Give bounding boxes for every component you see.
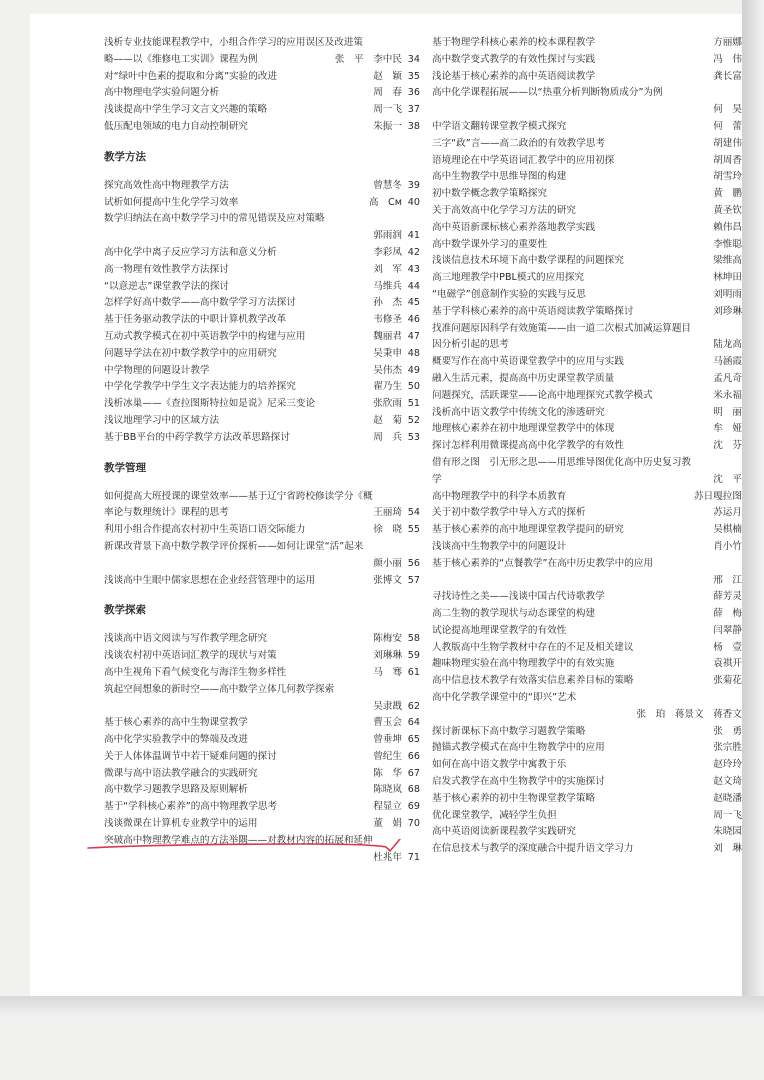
entry-author: 吴伟杰 xyxy=(373,364,402,376)
entry-title: 浅谈微课在计算机专业教学中的运用 xyxy=(104,818,258,830)
entry-title: 在信息技术与教学的深度融合中提升语文学习力 xyxy=(432,843,634,855)
entry-page: 50 xyxy=(407,381,420,393)
toc-entry xyxy=(104,379,420,396)
entry-page: 34 xyxy=(407,53,420,65)
toc-entry xyxy=(432,673,742,690)
entry-author: 龚长富 xyxy=(713,70,742,82)
entry-author: 董 娟 xyxy=(373,818,402,830)
entry-page: 54 xyxy=(407,507,420,519)
entry-title: 如何提高大班授课的课堂效率——基于辽宁省跨校修读学分《概 xyxy=(104,490,373,502)
entry-author: 闫翠静 xyxy=(713,624,742,636)
entry-author: 张欣雨 xyxy=(373,398,402,410)
section-heading: 教学方法 xyxy=(104,150,146,163)
entry-author: 张 勇 xyxy=(713,725,742,737)
entry-page: 66 xyxy=(407,750,420,762)
entry-author: 薛芳灵 xyxy=(713,591,742,603)
entry-title: 高三地理教学中PBL模式的应用探究 xyxy=(432,272,585,284)
entry-title: 率论与数理统计》课程的思考 xyxy=(104,507,229,519)
entry-title: 浅析专业技能课程教学中，小组合作学习的应用误区及改进策 xyxy=(104,37,364,48)
entry-author: 沈 平 xyxy=(713,473,742,485)
entry-title: 略——以《维修电工实训》课程为例 xyxy=(104,53,258,65)
toc-entry xyxy=(432,724,742,741)
entry-page: 55 xyxy=(407,524,420,536)
entry-author: 胡建伟 xyxy=(713,137,742,149)
entry-author: 刘琳琳 xyxy=(373,650,402,662)
toc-entry xyxy=(104,522,420,539)
entry-page: 53 xyxy=(407,431,420,443)
toc-entry xyxy=(104,665,420,682)
entry-title: 利用小组合作提高农村初中生英语口语交际能力 xyxy=(104,524,306,536)
toc-entry xyxy=(104,279,420,296)
entry-author: 沈 芬 xyxy=(713,440,742,452)
toc-entry xyxy=(104,782,420,799)
toc-entry xyxy=(432,438,742,455)
entry-author: 张博文 xyxy=(373,574,402,586)
entry-author: 吴隶戡 xyxy=(373,700,402,712)
entry-title: 基于核心素养的初中生物课堂教学策略 xyxy=(432,792,596,804)
entry-page: 36 xyxy=(407,87,420,99)
toc-entry xyxy=(104,833,420,867)
toc-entry xyxy=(432,522,742,539)
entry-title: 高中数学变式教学的有效性探讨与实践 xyxy=(432,53,596,65)
toc-entry xyxy=(432,85,742,119)
entry-title: 高中生物教学中思维导图的构建 xyxy=(432,171,567,183)
entry-page: 58 xyxy=(407,633,420,645)
toc-entry xyxy=(104,396,420,413)
entry-author: 周一飞 xyxy=(373,104,402,116)
entry-title: 基于“学科核心素养”的高中物理教学思考 xyxy=(104,801,278,813)
entry-page: 48 xyxy=(407,347,420,359)
toc-entry xyxy=(104,489,420,506)
section-heading: 教学管理 xyxy=(104,461,146,474)
entry-title: “以意逆志”课堂教学法的探讨 xyxy=(104,280,230,292)
toc-entry xyxy=(432,505,742,522)
entry-author: 郭雨润 xyxy=(373,230,402,242)
entry-author: 肖小竹 xyxy=(713,540,742,552)
toc-entry xyxy=(432,136,742,153)
entry-title: 高中数学习题教学思路及原则解析 xyxy=(104,784,248,796)
entry-author: 马涵霞 xyxy=(713,356,742,368)
entry-author: 马维兵 xyxy=(373,280,402,292)
entry-author: 曾慧冬 xyxy=(373,179,402,191)
entry-page: 47 xyxy=(407,330,420,342)
entry-author: 魏丽君 xyxy=(373,330,402,342)
toc-entry xyxy=(104,631,420,648)
toc-entry xyxy=(104,505,420,522)
entry-title: 浅谈高中语文阅读与写作教学理念研究 xyxy=(104,633,268,645)
entry-page: 62 xyxy=(407,700,420,712)
page-edge-shadow xyxy=(742,0,764,1000)
toc-entry xyxy=(432,690,742,724)
entry-title: 高中生视角下看气候变化与海洋生物多样性 xyxy=(104,666,287,678)
toc-entry xyxy=(432,606,742,623)
entry-author: 杜兆年 xyxy=(373,851,402,863)
toc-entry xyxy=(104,413,420,430)
toc-entry xyxy=(432,371,742,388)
entry-author: 徐 晓 xyxy=(373,524,402,536)
entry-title: 学 xyxy=(432,473,442,485)
toc-entry xyxy=(104,766,420,783)
entry-author: 颜小丽 xyxy=(373,557,402,569)
entry-title: 互动式教学模式在初中英语教学中的构建与应用 xyxy=(104,330,306,342)
entry-title: 浅析冰巢——《查拉图斯特拉如是说》尼采三变论 xyxy=(104,398,316,410)
toc-entry xyxy=(104,178,420,195)
entry-page: 57 xyxy=(407,574,420,586)
entry-title: 新课改背景下高中数学教学评价探析——如何让课堂“活”起来 xyxy=(104,540,364,552)
toc-entry xyxy=(104,102,420,119)
entry-title: 高一物理有效性教学方法探讨 xyxy=(104,263,229,275)
entry-title: 地理核心素养在初中地理课堂教学中的体现 xyxy=(432,423,615,435)
entry-author: 邢 江 xyxy=(713,574,742,586)
entry-title: 浅谈高中生物教学中的问题设计 xyxy=(432,540,567,552)
toc-entry xyxy=(432,203,742,220)
entry-author: 苏日嘎拉图 xyxy=(694,490,742,502)
entry-author: 张菊花 xyxy=(713,675,742,687)
entry-title: 基于核心素养的高中地理课堂教学提问的研究 xyxy=(432,524,624,536)
toc-entry xyxy=(432,186,742,203)
toc-entry xyxy=(432,589,742,606)
entry-title: 人教版高中生物学教材中存在的不足及相关建议 xyxy=(432,641,634,653)
toc-entry xyxy=(104,35,420,52)
entry-author: 翟乃生 xyxy=(373,381,402,393)
entry-author: 明 丽 xyxy=(713,406,742,418)
toc-entry xyxy=(432,472,742,489)
entry-title: 初中数学概念教学策略探究 xyxy=(432,188,548,200)
toc-entry xyxy=(432,35,742,52)
entry-page: 40 xyxy=(407,196,420,208)
left-column xyxy=(104,35,420,866)
entry-author: 赵 菊 xyxy=(373,414,402,426)
entry-author: 程显立 xyxy=(373,801,402,813)
toc-entry xyxy=(104,539,420,573)
entry-page: 61 xyxy=(407,666,420,678)
entry-title: 中学物理的问题设计教学 xyxy=(104,364,210,376)
toc-entry xyxy=(104,69,420,86)
toc-entry xyxy=(432,69,742,86)
entry-author: 曾垂坤 xyxy=(373,734,402,746)
entry-title: 启发式教学在高中生物教学中的实施探讨 xyxy=(432,776,605,788)
entry-author: 胡雪玲 xyxy=(713,171,742,183)
entry-author: 陈晓岚 xyxy=(373,784,402,796)
entry-title: 高中物理电学实验问题分析 xyxy=(104,87,220,99)
right-column xyxy=(432,35,742,858)
entry-author: 孙 杰 xyxy=(373,297,402,309)
toc-entry xyxy=(432,421,742,438)
entry-title: 探究高效性高中物理教学方法 xyxy=(104,179,229,191)
entry-author: 周 兵 xyxy=(373,431,402,443)
entry-title: 数学归纳法在高中数学学习中的常见错误及应对策略 xyxy=(104,213,325,225)
entry-title: 浅谈高中生眼中儒家思想在企业经营管理中的运用 xyxy=(104,574,316,586)
entry-title: 高中化学实验教学中的弊端及改进 xyxy=(104,734,248,746)
entry-author: 吴秉申 xyxy=(373,347,402,359)
entry-author: 米永福 xyxy=(713,389,742,401)
toc-entry xyxy=(432,808,742,825)
entry-author: 薛 梅 xyxy=(713,608,742,620)
toc-entry xyxy=(432,337,742,354)
entry-author: 孟凡奇 xyxy=(713,372,742,384)
toc-entry xyxy=(104,211,420,245)
entry-author: 牟 娅 xyxy=(713,423,742,435)
entry-author: 何 蕾 xyxy=(713,120,742,132)
entry-page: 49 xyxy=(407,364,420,376)
entry-title: 探讨新课标下高中数学习题教学策略 xyxy=(432,725,586,737)
toc-entry xyxy=(104,430,420,447)
entry-title: 对“绿叶中色素的提取和分离”实验的改进 xyxy=(104,70,278,82)
entry-title: 寻找诗性之美——浅谈中国古代诗歌教学 xyxy=(432,591,605,603)
toc-entry xyxy=(432,270,742,287)
toc-entry xyxy=(432,169,742,186)
toc-entry xyxy=(432,539,742,556)
entry-title: 中学化学教学中学生文字表达能力的培养探究 xyxy=(104,381,296,393)
entry-page: 41 xyxy=(407,230,420,242)
entry-author: 方丽娜 xyxy=(713,37,742,48)
entry-author: 胡周香 xyxy=(713,154,742,166)
entry-title: 高中英语阅读新课程教学实践研究 xyxy=(432,826,576,838)
toc-entry xyxy=(432,623,742,640)
entry-page: 71 xyxy=(407,851,420,863)
toc-entry xyxy=(432,740,742,757)
entry-page: 46 xyxy=(407,314,420,326)
entry-title: 高中化学中离子反应学习方法和意义分析 xyxy=(104,246,277,258)
entry-title: 基于物理学科核心素养的校本课程教学 xyxy=(432,37,596,48)
entry-title: 关于高效高中化学学习方法的研究 xyxy=(432,204,576,216)
entry-title: 浅析高中语文教学中传统文化的渗透研究 xyxy=(432,406,605,418)
entry-title: 筑起空间想象的新时空——高中数学立体几何教学探索 xyxy=(104,683,335,695)
entry-title: 高二生物的教学现状与动态课堂的构建 xyxy=(432,608,596,620)
toc-entry xyxy=(432,253,742,270)
entry-page: 45 xyxy=(407,297,420,309)
toc-entry xyxy=(432,455,742,472)
entry-title: 三字“政”言——高二政治的有效教学思考 xyxy=(432,137,606,149)
entry-author: 韦修圣 xyxy=(373,314,402,326)
entry-title: 探讨怎样利用微课提高高中化学教学的有效性 xyxy=(432,440,624,452)
entry-author: 刘珍琳 xyxy=(713,305,742,317)
entry-title: 突破高中物理教学难点的方法举隅——对教材内容的拓展和延伸 xyxy=(104,834,373,846)
entry-author: 刘 军 xyxy=(373,263,402,275)
toc-entry xyxy=(432,489,742,506)
entry-page: 44 xyxy=(407,280,420,292)
entry-title: 基于任务驱动教学法的中职计算机教学改革 xyxy=(104,314,287,326)
entry-title: 融入生活元素，提高高中历史课堂教学质量 xyxy=(432,372,615,384)
entry-page: 52 xyxy=(407,414,420,426)
toc-entry xyxy=(104,119,420,136)
entry-author: 曾纪生 xyxy=(373,750,402,762)
entry-author: 张 平 李中民 xyxy=(334,53,402,65)
toc-entry xyxy=(432,119,742,136)
entry-title: 高中物理教学中的科学本质教育 xyxy=(432,490,567,502)
toc-entry xyxy=(432,354,742,371)
entry-title: 基于BB平台的中药学教学方法改革思路探讨 xyxy=(104,431,290,443)
entry-author: 刘明雨 xyxy=(713,288,742,300)
entry-author: 朱振一 xyxy=(373,120,402,132)
toc-entry xyxy=(104,715,420,732)
entry-author: 周 春 xyxy=(373,87,402,99)
entry-title: 低压配电领域的电力自动控制研究 xyxy=(104,120,248,132)
entry-author: 李彩凤 xyxy=(373,246,402,258)
toc-entry xyxy=(104,329,420,346)
entry-title: “电磁学”创意制作实验的实践与反思 xyxy=(432,288,586,300)
entry-author: 赖伟昌 xyxy=(713,221,742,233)
entry-title: 怎样学好高中数学——高中数学学习方法探讨 xyxy=(104,297,296,309)
entry-title: 高中英语新课标核心素养落地教学实践 xyxy=(432,221,596,233)
entry-page: 70 xyxy=(407,818,420,830)
entry-title: 试析如何提高中生化学学习效率 xyxy=(104,196,239,208)
toc-entry xyxy=(432,405,742,422)
entry-title: 浅谈农村初中英语词汇教学的现状与对策 xyxy=(104,650,277,662)
entry-author: 马 骞 xyxy=(373,666,402,678)
entry-author: 苏运月 xyxy=(713,507,742,519)
toc-entry xyxy=(104,749,420,766)
entry-title: 找准问题原因科学有效施策——由一道二次根式加减运算题目 xyxy=(432,322,692,334)
entry-title: 高中数学课外学习的重要性 xyxy=(432,238,548,250)
entry-page: 69 xyxy=(407,801,420,813)
entry-title: 基于核心素养的高中生物课堂教学 xyxy=(104,717,248,729)
entry-author: 冯 伟 xyxy=(713,53,742,65)
toc-entry xyxy=(432,321,742,338)
toc-entry xyxy=(432,388,742,405)
page-bottom-shadow xyxy=(0,996,764,1018)
toc-entry xyxy=(104,85,420,102)
entry-title: 关于初中数学教学中导入方式的探析 xyxy=(432,507,586,519)
toc-entry xyxy=(104,346,420,363)
toc-entry xyxy=(104,573,420,590)
toc-entry xyxy=(432,640,742,657)
entry-author: 张宗胜 xyxy=(713,742,742,754)
entry-title: 优化课堂教学，减轻学生负担 xyxy=(432,809,557,821)
toc-entry xyxy=(104,312,420,329)
entry-page: 68 xyxy=(407,784,420,796)
entry-author: 杨 壹 xyxy=(713,641,742,653)
entry-title: 关于人体体温调节中若干疑难问题的探讨 xyxy=(104,750,277,762)
entry-title: 问题探究，活跃课堂——论高中地理探究式教学模式 xyxy=(432,389,653,401)
entry-author: 梁维高 xyxy=(713,255,742,267)
entry-title: 高中化学教学课堂中的“即兴”艺术 xyxy=(432,692,577,704)
toc-entry xyxy=(432,237,742,254)
entry-author: 王丽琦 xyxy=(373,507,402,519)
entry-author: 朱晓园 xyxy=(713,826,742,838)
entry-title: 基于核心素养的“点餐教学”在高中历史教学中的应用 xyxy=(432,557,654,569)
toc-entry xyxy=(104,816,420,833)
toc-entry xyxy=(104,648,420,665)
entry-title: 浅谈信息技术环境下高中数学课程的问题探究 xyxy=(432,255,624,267)
entry-author: 林坤田 xyxy=(713,272,742,284)
toc-entry xyxy=(104,363,420,380)
entry-title: 浅谈提高中学生学习文言文兴趣的策略 xyxy=(104,104,268,116)
entry-page: 43 xyxy=(407,263,420,275)
entry-page: 42 xyxy=(407,246,420,258)
toc-entry xyxy=(432,153,742,170)
entry-page: 59 xyxy=(407,650,420,662)
toc-entry xyxy=(432,656,742,673)
entry-title: 微课与高中语法教学融合的实践研究 xyxy=(104,767,258,779)
toc-entry xyxy=(104,195,420,212)
entry-author: 何 昊 xyxy=(713,104,742,116)
entry-author: 赵玲玲 xyxy=(713,759,742,771)
entry-author: 周一飞 xyxy=(713,809,742,821)
entry-title: 概要写作在高中英语课堂教学中的应用与实践 xyxy=(432,356,624,368)
entry-page: 39 xyxy=(407,179,420,191)
entry-title: 浅论基于核心素养的高中英语阅读教学 xyxy=(432,70,596,82)
toc-entry xyxy=(432,791,742,808)
entry-title: 基于学科核心素养的高中英语阅读教学策略探讨 xyxy=(432,305,634,317)
entry-author: 赵 颖 xyxy=(373,70,402,82)
entry-title: 高中信息技术教学有效落实信息素养目标的策略 xyxy=(432,675,634,687)
entry-author: 高 См xyxy=(368,196,402,208)
entry-title: 中学语文翻转课堂教学模式探究 xyxy=(432,120,567,132)
toc-entry xyxy=(432,220,742,237)
entry-title: 高中化学课程拓展——以“热重分析判断物质成分”为例 xyxy=(432,87,663,99)
entry-page: 65 xyxy=(407,734,420,746)
entry-title: 浅议地理学习中的区域方法 xyxy=(104,414,220,426)
entry-page: 56 xyxy=(407,557,420,569)
toc-entry xyxy=(104,52,420,69)
entry-author: 吴棋楠 xyxy=(713,524,742,536)
toc-entry xyxy=(104,682,420,716)
entry-title: 如何在高中语文教学中寓教于乐 xyxy=(432,759,567,771)
entry-author: 李惟聪 xyxy=(713,238,742,250)
section-heading: 教学探索 xyxy=(104,604,146,617)
entry-page: 51 xyxy=(407,398,420,410)
entry-author: 黄圣钦 xyxy=(713,204,742,216)
entry-page: 64 xyxy=(407,717,420,729)
toc-entry xyxy=(432,841,742,858)
entry-author: 赵文琦 xyxy=(713,776,742,788)
entry-author: 刘 琳 xyxy=(713,843,742,855)
entry-page: 67 xyxy=(407,767,420,779)
entry-author: 袁祺开 xyxy=(713,658,742,670)
entry-author: 曹玉会 xyxy=(373,717,402,729)
entry-author: 陈梅安 xyxy=(373,633,402,645)
entry-title: 借有形之图 引无形之思——用思维导图优化高中历史复习教 xyxy=(432,456,692,468)
toc-entry xyxy=(104,245,420,262)
entry-title: 抛锚式教学模式在高中生物教学中的应用 xyxy=(432,742,605,754)
entry-title: 趣味物理实验在高中物理教学中的有效实施 xyxy=(432,658,615,670)
toc-entry xyxy=(104,799,420,816)
entry-title: 因分析引起的思考 xyxy=(432,339,509,351)
toc-entry xyxy=(432,774,742,791)
entry-title: 试论提高地理课堂教学的有效性 xyxy=(432,624,567,636)
entry-author: 陆龙高 xyxy=(713,339,742,351)
entry-title: 语境理论在中学英语词汇教学中的应用初探 xyxy=(432,154,615,166)
toc-entry xyxy=(432,304,742,321)
toc-entry xyxy=(432,824,742,841)
toc-entry xyxy=(432,757,742,774)
toc-entry xyxy=(432,52,742,69)
entry-author: 陈 华 xyxy=(373,767,402,779)
toc-entry xyxy=(104,295,420,312)
entry-page: 38 xyxy=(407,120,420,132)
entry-page: 35 xyxy=(407,70,420,82)
entry-author: 赵晓潘 xyxy=(713,792,742,804)
toc-entry xyxy=(104,732,420,749)
toc-entry xyxy=(104,262,420,279)
toc-entry xyxy=(432,556,742,590)
entry-title: 问题导学法在初中数学教学中的应用研究 xyxy=(104,347,277,359)
toc-entry xyxy=(432,287,742,304)
entry-page: 37 xyxy=(407,104,420,116)
entry-author: 张 珀 蒋景文 蒋香文 xyxy=(636,708,742,720)
entry-author: 黄 鹏 xyxy=(713,188,742,200)
